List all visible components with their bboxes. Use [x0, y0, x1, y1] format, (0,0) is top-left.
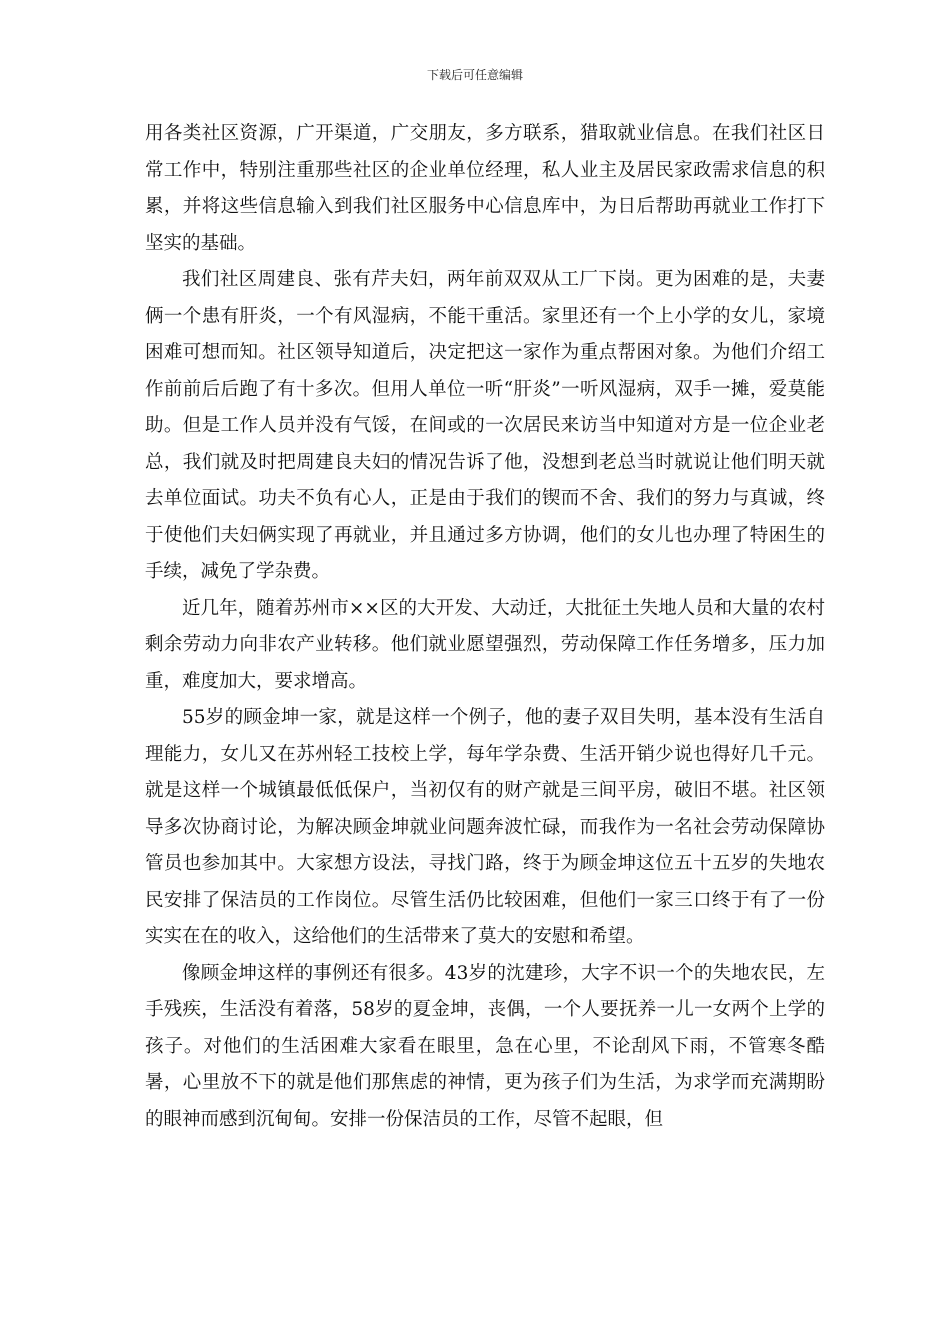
paragraph-4: 55岁的顾金坤一家，就是这样一个例子，他的妻子双目失明，基本没有生活自理能力，女儿又在苏州轻工技校上学，每年学杂费、生活开销少说也得好几千元。就是这样一个城镇最低低保户，当初仅有的财产就是三间平房，破旧不堪。社区领导多次协商讨论，为解决顾金坤就业问题奔波忙碌，而我作为一名社会劳动保障协管员也参加其中。大家想方设法，寻找门路，终于为顾金坤这位五十五岁的失地农民安排了保洁员的工作岗位。尽管生活仍比较困难，但他们一家三口终于有了一份实实在在的收入，这给他们的生活带来了莫大的安慰和希望。 [145, 707, 825, 947]
paragraph-3: 近几年，随着苏州市××区的大开发、大动迁，大批征土失地人员和大量的农村剩余劳动力向非农产业转移。他们就业愿望强烈，劳动保障工作任务增多，压力加重，难度加大，要求增高。 [145, 597, 825, 692]
page-header: 下载后可任意编辑 [426, 68, 523, 82]
document-body [145, 116, 825, 1138]
paragraph-1: 用各类社区资源，广开渠道，广交朋友，多方联系，猎取就业信息。在我们社区日常工作中，特别注重那些社区的企业单位经理，私人业主及居民家政需求信息的积累，并将这些信息输入到我们社区服务中心信息库中，为日后帮助再就业工作打下坚实的基础。 [145, 123, 825, 254]
paragraph-2: 我们社区周建良、张有芹夫妇，两年前双双从工厂下岗。更为困难的是，夫妻俩一个患有肝炎，一个有风湿病，不能干重活。家里还有一个上小学的女儿，家境困难可想而知。社区领导知道后，决定把这一家作为重点帮困对象。为他们介绍工作前前后后跑了有十多次。但用人单位一听“肝炎”一听风湿病，双手一摊，爱莫能助。但是工作人员并没有气馁，在间或的一次居民来访当中知道对方是一位企业老总，我们就及时把周建良夫妇的情况告诉了他，没想到老总当时就说让他们明天就去单位面试。功夫不负有心人，正是由于我们的锲而不舍、我们的努力与真诚，终于使他们夫妇俩实现了再就业，并且通过多方协调，他们的女儿也办理了特困生的手续，减免了学杂费。 [145, 269, 825, 582]
paragraph-5: 像顾金坤这样的事例还有很多。43岁的沈建珍，大字不识一个的失地农民，左手残疾，生活没有着落，58岁的夏金坤，丧偶，一个人要抚养一儿一女两个上学的孩子。对他们的生活困难大家看在眼里，急在心里，不论刮风下雨，不管寒冬酷暑，心里放不下的就是他们那焦虑的神情，更为孩子们为生活，为求学而充满期盼的眼神而感到沉甸甸。安排一份保洁员的工作，尽管不起眼，但 [145, 962, 825, 1130]
